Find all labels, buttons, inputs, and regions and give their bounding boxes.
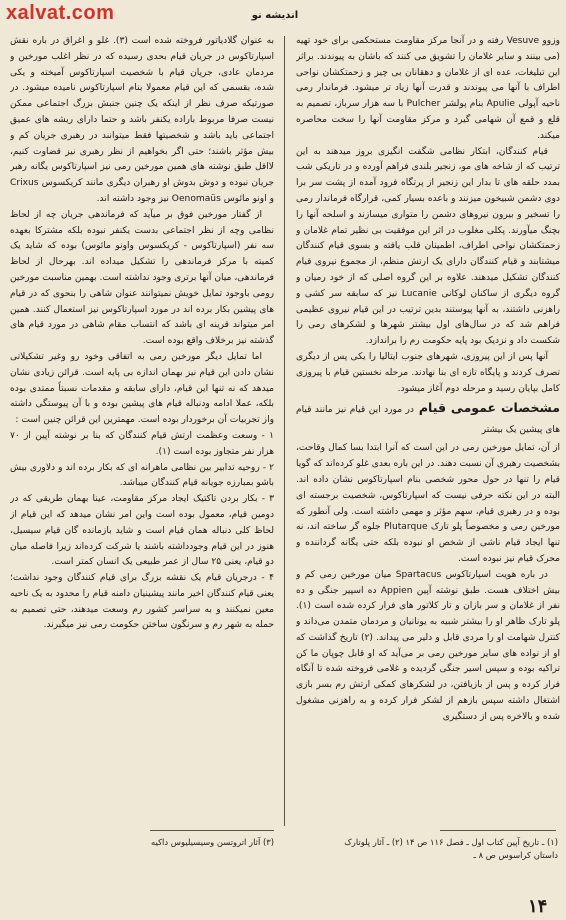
footnote: (۳) آثار اتروتسن وسیسیلیوس داکیه [151,837,274,847]
footnote: داستان کراسوس ص ۸ ـ [473,850,558,860]
section-heading [296,399,560,439]
footnote-rule-left [150,830,274,831]
paragraph: وزوو Vesuve رفته و در آنجا مرکز مقاومت مستحکمی برای خود تهیه (می بینند و سایر غلامان را تشویق می کنند که باشان به پیوندند. براثر این تبلیغات، عده ای از غلامان و دهقانان بی چیز و زحمتکشان نواحی اطراف با آنها می پیوندند و قدرت آنها زیاد تر میشود. فرماندار رمی ناحیه آپولی Apulie بنام پولشر Pulcher با سه هزار سرباز، تصمیم به قلع و قمع آن شهامی گیرد و مرکز مقاومت آنها را سخت محاصره میکند. [296,36,560,141]
section-heading-text: مشخصات عمومی قیام [418,400,560,416]
list-item: ۲ - روحیه تدابیر بین نظامی ماهرانه ای که بکار برده اند و دلاوری بیش باشو بمبارزه جویانه قیام کنندگان میباشد. [10,462,274,489]
paragraph: اما تمایل دیگر مورخین رمی به اتفاقی وخود رو وغیر تشکیلاتی نشان دادن این قیام نیز بهمان اندازه بی پایه است. قرائن زیادی نشان میدهد که نه تنها این قیام، دارای سابقه و مقدمات نسبتاً ممتدی بوده بلکه، عملا ادامه ودنباله قیام های پیشین بوده و با آن پیوستگی داشته واز تجربیات آن برخوردار بوده است. مهمترین این قرائن چنین است : [10,351,274,426]
left-text-column [10,34,274,830]
site-watermark: xalvat.com [6,2,115,24]
paragraph: از گفتار مورخین فوق بر میآید که فرماندهی جریان چه از لحاظ نظامی وچه از نظر اجتماعی بدست یکنفر نبوده بلکه مشترکا بعهده سه نفر (اسپارتاکوس - کریکسوس واونو مائوس) بوده که شاید یک کمیته با مرکز فرماندهی را تشکیل میداده اند. بهرحال از لحاظ فرماندهی، میان آنها برتری وجود نداشته است. بهمین مناسبت مورخین رومی باوجود تمایل خویش نمیتوانند عنوان شاهی را بنحوی که در قیام های پیشین بکار برده اند در مورد اسپارتاکوس نیز استعمال کنند. همین امر میتواند قرینه ای باشد که انتساب مقام شاهی در مورد قیام های گذشته نیز برخلاف واقع بوده است. [10,209,274,347]
footnotes-right [296,836,558,862]
paragraph: از آن، تمایل مورخین رمی در این است که آنرا ابتدا بسا کمال وقاحت، بشخصیت رهبری آن نسبت دهند. در این باره بعدی غلو کرده‌اند که گویا قیام را تنها در حول محور شخصی بنام اسپارتاکوس نشان داده اند. البته در این نکته حرفی نیست که اسپارتاکوس، شخصیت برجسته ای بوده و در رهبری قیام، سهم مؤثر و مهمی داشته است. ولی آنطور که مورخین رمی و مخصوصاً پلو تارک Plutarque جلوه گر ساخته اند، نه تنها ایجاد قیام ناشی از شخص او نبوده بلکه حتی یگانه گرداننده و محرک قیام نیز نبوده است. [296,443,560,564]
page-number: ۱۴ [528,896,548,916]
column-divider [284,36,285,826]
footnotes-left [10,836,274,849]
right-text-column [296,34,560,830]
footnote: (۱) ـ تاریخ آپین کتاب اول ـ فصل ۱۱۶ ص ۱۴ (۲) ـ آثار پلوتارک [344,837,558,847]
footnote-rule-right [440,830,556,831]
list-item: ۴ - درجریان قیام یک نقشه بزرگ برای قیام کنندگان وجود نداشت؛ یعنی قیام کنندگان اخیر مانند پیشینیان دامنه قیام را محدود به یک ناحیه معین نمیکنند و به سراسر کشور رم وسعت میدهند، حتی تصمیم به حمله به شهر رم و سرنگون ساختن حکومت رمی نیز میگیرند. [10,573,274,631]
paragraph: آنها پس از این پیروزی، شهرهای جنوب ایتالیا را یکی پس از دیگری تصرف کردند و پایگاه تازه ای بنا نهادند. مرحله نخستین قیام با پیروزی کامل بپایان رسید و مرحله دوم آغاز میشود. [296,351,560,394]
paragraph: در باره هویت اسپارتاکوس Spartacus میان مورخین رمی کم و بیش اختلاف هست. طبق نوشته آپین Appien ده اسپیر جنگی و ده نفر از غلامان و سر بازان و تار کلاتور های فرار کرده شده است (۱). پلو تارک ظاهر او را بیشتر شبیه به یونانیان و مردمان متمدن می‌داند و کنترل شهامت او را مردی قابل و دلیر می پیداند. (۲) تاریخ گذاشت که او از نواده های سایر مورخین رمی بر می‌آید که او قابل چوپان ما کن تراکیه بوده و سپس اسیر جنگی گردیده و غلامی فروخته شده تا آنگاه فرار کرده و پس از بازیافتن، در لشکرهای کمکی ارتش رم بسر بازی اشتغال داشته سپس بازهم از لشکر فرار کرده و به راهزنی مشغول شده و بالاخره پس از دستگیری [296,569,560,722]
paragraph: به عنوان گلادیاتور فروخته شده است (۳). غلو و اغراق در باره نقش اسپارتاکوس در جریان قیام بحدی رسیده که در نظر اغلب مورخین و مردمان عادی، جریان قیام با شخصیت اسپارتاکوس آمیخته و یکی شده، بقسمی که این قیام معمولا بنام اسپارتاکوس نامیده میشود. در صورتیکه صرف نظر از اینکه یک چنین جنبش بزرگ اجتماعی ممکن نیست صرفا مربوط باراده یکنفر باشد و حتما دارای ریشه های عمیق اجتماعی باید باشد و شخصیتها فقط میتوانند در رهبری جریان کم و بیش مؤثر باشند؛ حتی اگر بخواهیم از نظر رهبری نیز قضاوت کنیم، لااقل طبق نوشته های همین مورخین رمی نیز اسپارتاکوس یگانه رهبر جریان نبوده و دوش بدوش او رهبران دیگری مانند کریکسوس Crixus و اونو مائوس Oenomaüs نیز وجود داشته اند. [10,36,274,204]
heading-lead-text: در مورد این قیام نیز مانند قیام های پیشین یک بیشتر [296,405,560,436]
paragraph: قیام کنندگان، ابتکار نظامی شگفت انگیزی بروز میدهند به این ترتیب که از شاخه های مو، زنجیر بلندی فراهم آورده و در تاریکی شب بمدد حلقه های تا بدار این زنجیر از پرتگاه فرود آمده از پشت سر برا دوی دشمن شبیخون میزنند و باعده بسیار کمی، قرارگاه فرماندار رمی را تسخیر و بیرون نیروهای دشمن را متواری میسازند و اسلحه آنها را بچنگ میآورند. پکلی مغلوب در اثر این موفقیت بی نظیر تمام غلامان و زحمتکشان نواحی اطراف، اطمینان قلب یافته و بسوی قیام کنندگان میشتابند و قیام کنندگان دارای یک ارتش منظم، از مجموع نیروی قیام کنندگان تشکیل میدهند. علاوه بر این گروه اصلی که از خود رمیان و گروه دیگری از ساکنان لوکانی Lucanie نیز که سابقه سر کشی و راهزنی داشتند، به آنها پیوستند بدین ترتیب در این قیام نیروی عظیمی فراهم شد که در سال‌های اول بیشتر شهرها و لشکرهای رمی را شکست داد و نزدیک بود پایه حکومت رم را براندازد. [296,146,560,347]
list-item: ۱ - وسعت وعظمت ارتش قیام کنندگان که بنا بر نوشته آپین از ۷۰ هزار نفر متجاوز بوده است (۱). [10,430,274,457]
list-item: ۳ - بکار بردن تاکتیک ایجاد مرکز مقاومت، عینا بهمان طریقی که در دومین قیام، معمول بوده است واین امر نشان میدهد که این قیام از لحاظ کلی دنباله همان قیام است و شاید بازمانده گان قیام سیسیل، هنوز در این قیام وجودداشته باشند یا شرکت کرده‌اند زیرا فاصله میان دو قیام، یعنی ۲۵ سال از عمر طبیعی یک انسان کمتر است. [10,494,274,568]
page-header [0,0,566,32]
running-head: اندیشه نو [251,10,299,21]
